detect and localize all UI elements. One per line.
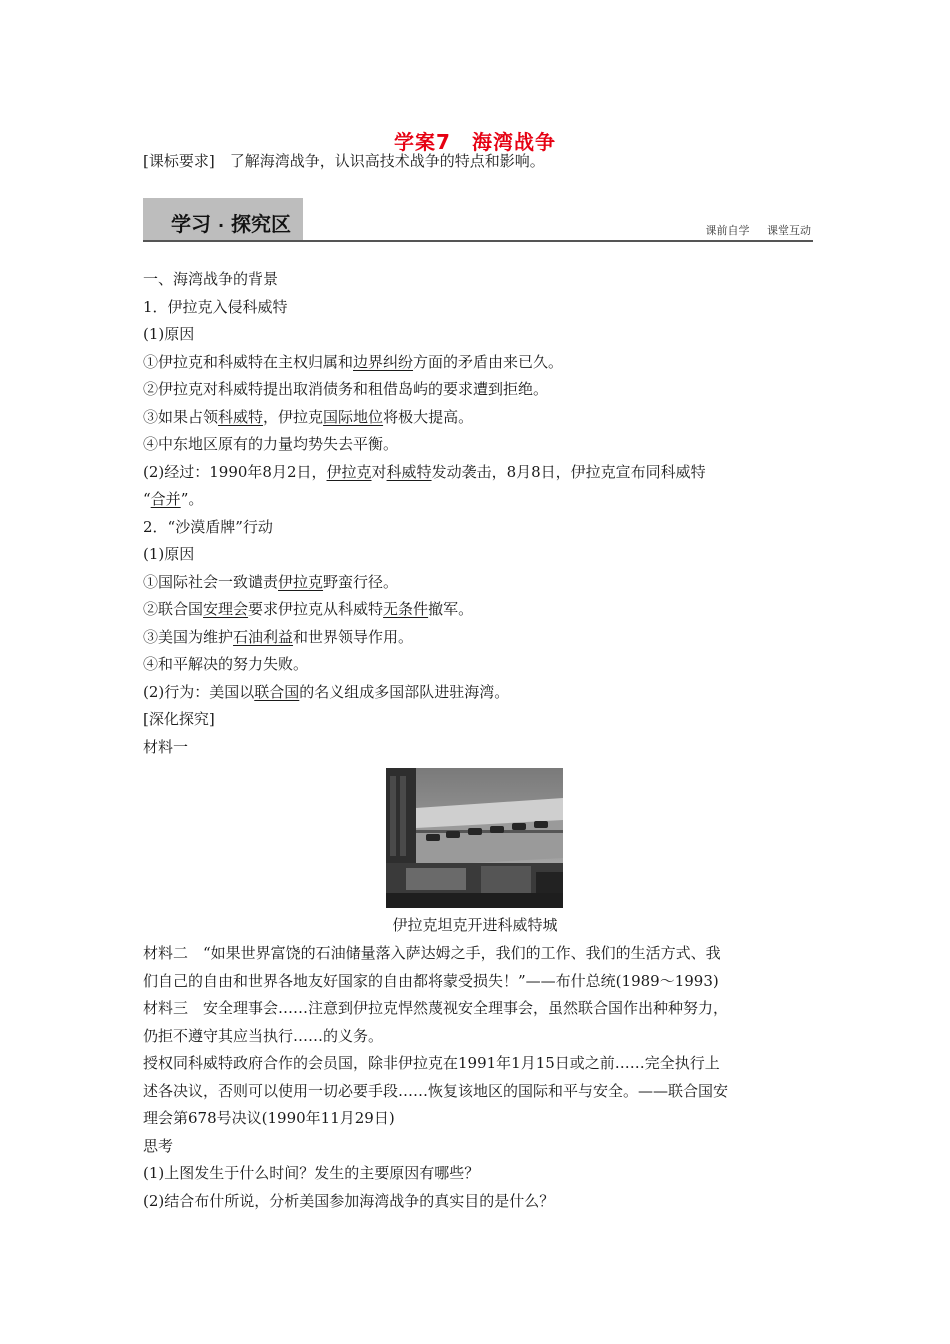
- heading-background: 一、海湾战争的背景: [143, 270, 279, 288]
- banner-right-class-interaction: 课堂互动: [767, 224, 811, 237]
- tank-photo: [386, 768, 563, 908]
- deep-inquiry-label: [深化探究]: [143, 710, 215, 728]
- banner-right: [706, 222, 812, 238]
- think-label: 思考: [143, 1136, 174, 1155]
- cause-item-3: ③如果占领科威特，伊拉克国际地位将极大提高。: [143, 407, 474, 426]
- photo-caption: 伊拉克坦克开进科威特城: [392, 916, 558, 934]
- banner-dot: ·: [217, 216, 225, 235]
- question-1: (1)上图发生于什么时间？发生的主要原因有哪些？: [143, 1164, 480, 1182]
- material-2-line-1: 材料二 “如果世界富饶的石油储量落入萨达姆之手，我们的工作、我们的生活方式、我: [143, 944, 721, 962]
- material-3-line-2: 仍拒不遵守其应当执行……的义务。: [143, 1026, 384, 1045]
- material-3-line-3: 授权同科威特政府合作的会员国，除非伊拉克在1991年1月15日或之前……完全执行上: [143, 1054, 720, 1072]
- materials-content: [143, 940, 815, 1215]
- banner-title: [171, 208, 291, 237]
- study-content: [143, 266, 815, 761]
- cause-item-2: ②伊拉克对科威特提出取消债务和租借岛屿的要求遭到拒绝。: [143, 380, 549, 398]
- label-causes-2: (1)原因: [143, 545, 195, 563]
- cause-item-4: ④中东地区原有的力量均势失去平衡。: [143, 435, 399, 453]
- material-3-line-1: 材料三 安全理事会……注意到伊拉克悍然蔑视安全理事会，虽然联合国作出种种努力，: [143, 999, 729, 1017]
- material-3-line-4: 述各决议，否则可以使用一切必要手段……恢复该地区的国际和平与安全。——联合国安: [143, 1081, 729, 1100]
- banner-sub: 探究区: [231, 212, 292, 236]
- subheading-invasion: 1．伊拉克入侵科威特: [143, 297, 288, 316]
- shield-cause-4: ④和平解决的努力失败。: [143, 655, 309, 673]
- material-1-label: 材料一: [143, 737, 189, 756]
- shield-cause-2: ②联合国安理会要求伊拉克从科威特无条件撤军。: [143, 600, 474, 618]
- process-line-1: (2)经过：1990年8月2日，伊拉克对科威特发动袭击，8月8日，伊拉克宣布同科威特: [143, 462, 706, 481]
- material-2-line-2: 们自己的自由和世界各地友好国家的自由都将蒙受损失！”——布什总统(1989～1993): [143, 971, 719, 990]
- shield-action: (2)行为：美国以联合国的名义组成多国部队进驻海湾。: [143, 682, 510, 701]
- section-banner: [143, 198, 813, 242]
- banner-main: 学习: [171, 212, 211, 236]
- process-line-2: “合并”。: [143, 490, 204, 508]
- curriculum-requirement: [课标要求] 了解海湾战争，认识高技术战争的特点和影响。: [143, 152, 545, 170]
- label-causes: (1)原因: [143, 325, 195, 343]
- subheading-desert-shield: 2．“沙漠盾牌”行动: [143, 517, 273, 536]
- cause-item-1: ①伊拉克和科威特在主权归属和边界纠纷方面的矛盾由来已久。: [143, 352, 564, 371]
- question-2: (2)结合布什所说，分析美国参加海湾战争的真实目的是什么？: [143, 1191, 555, 1210]
- shield-cause-1: ①国际社会一致谴责伊拉克野蛮行径。: [143, 572, 399, 591]
- material-3-line-5: 理会第678号决议(1990年11月29日): [143, 1109, 395, 1127]
- shield-cause-3: ③美国为维护石油利益和世界领导作用。: [143, 627, 414, 646]
- page-title: 学案7 海湾战争: [394, 130, 556, 154]
- banner-right-self-study: 课前自学: [705, 224, 750, 237]
- banner-divider: [143, 240, 813, 242]
